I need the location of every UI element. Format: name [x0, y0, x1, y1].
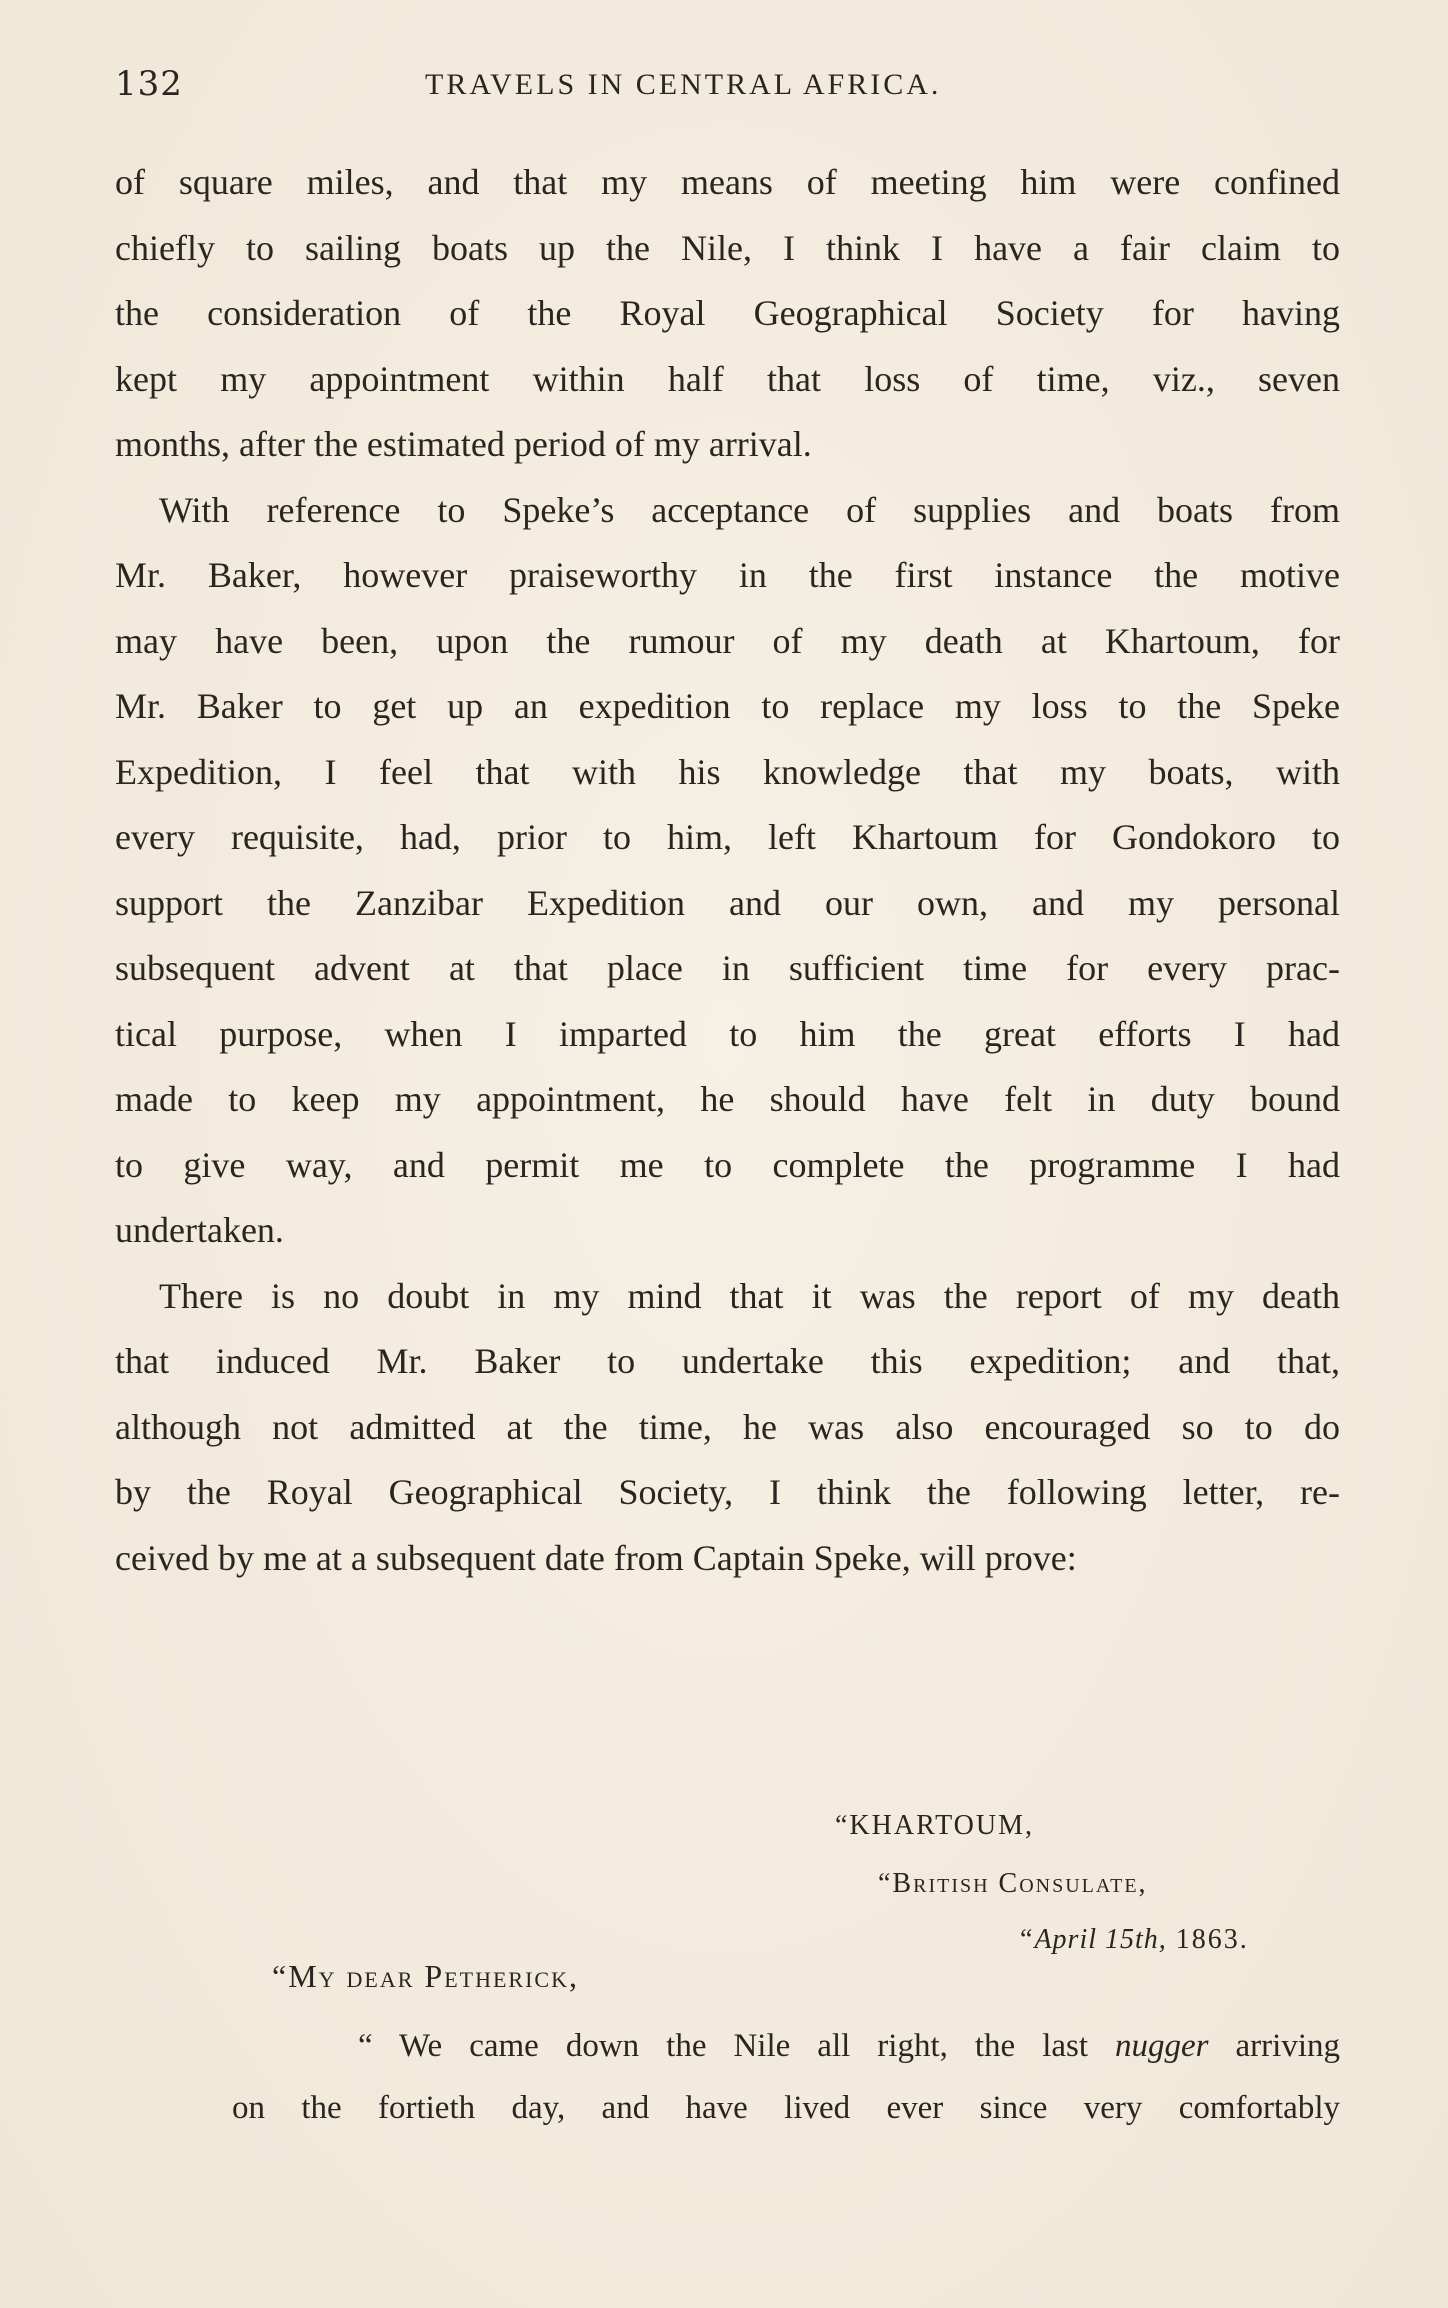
body-line: to give way, and permit me to complete the programme I had [115, 1144, 1340, 1185]
body-line: that induced Mr. Baker to undertake this expedition; and that, [115, 1341, 1340, 1381]
body-text [115, 150, 1340, 1591]
running-head: TRAVELS IN CENTRAL AFRICA. [425, 68, 942, 101]
date-day: April 15th, [1034, 1924, 1167, 1955]
letter-line-italic: nugger [1115, 2028, 1209, 2064]
body-line: chiefly to sailing boats up the Nile, I think I have a fair claim to [115, 227, 1340, 268]
letter-salutation: “My dear Petherick, [272, 1958, 579, 1994]
body-line: ceived by me at a subsequent date from Captain Speke, will prove: [115, 1537, 1077, 1578]
letter-line-text: “ We came down the Nile all right, the last [358, 2028, 1116, 2064]
body-line: kept my appointment within half that loss of time, viz., seven [115, 358, 1340, 399]
date-open-quote: “ [1020, 1924, 1035, 1955]
body-line: Mr. Baker to get up an expedition to replace my loss to the Speke [115, 686, 1340, 726]
letter-line [232, 2015, 1340, 2077]
body-line: subsequent advent at that place in sufficient time for every prac- [115, 948, 1340, 988]
body-line: Expedition, I feel that with his knowledge that my boats, with [115, 751, 1340, 792]
body-line: of square miles, and that my means of meeting him were confined [115, 162, 1340, 202]
letter-place: “KHARTOUM, [835, 1810, 1035, 1841]
body-line: made to keep my appointment, he should have felt in duty bound [115, 1079, 1340, 1119]
body-line: by the Royal Geographical Society, I think the following letter, re- [115, 1472, 1340, 1512]
body-line: although not admitted at the time, he was also encouraged so to do [115, 1406, 1340, 1447]
body-line: support the Zanzibar Expedition and our own, and my personal [115, 882, 1340, 923]
letter-date [1020, 1924, 1249, 1956]
date-year: 1863. [1166, 1924, 1249, 1955]
body-line: With reference to Speke’s acceptance of supplies and boats from [159, 489, 1340, 530]
letter-body [232, 2015, 1340, 2139]
letter-line-text: arriving [1208, 2028, 1340, 2064]
body-line: There is no doubt in my mind that it was the report of my death [159, 1275, 1340, 1316]
page-header [115, 64, 1340, 114]
body-line: tical purpose, when I imparted to him the great efforts I had [115, 1013, 1340, 1054]
body-line: undertaken. [115, 1210, 284, 1250]
body-line: Mr. Baker, however praiseworthy in the first instance the motive [115, 555, 1340, 595]
letter-office: “British Consulate, [878, 1868, 1148, 1899]
body-line: the consideration of the Royal Geographical Society for having [115, 293, 1340, 333]
body-line: may have been, upon the rumour of my death at Khartoum, for [115, 620, 1340, 661]
letter-line: on the fortieth day, and have lived ever since very comfortably [232, 2090, 1340, 2126]
body-line: every requisite, had, prior to him, left Khartoum for Gondokoro to [115, 817, 1340, 857]
body-line: months, after the estimated period of my arrival. [115, 424, 812, 464]
page-number: 132 [115, 64, 183, 104]
